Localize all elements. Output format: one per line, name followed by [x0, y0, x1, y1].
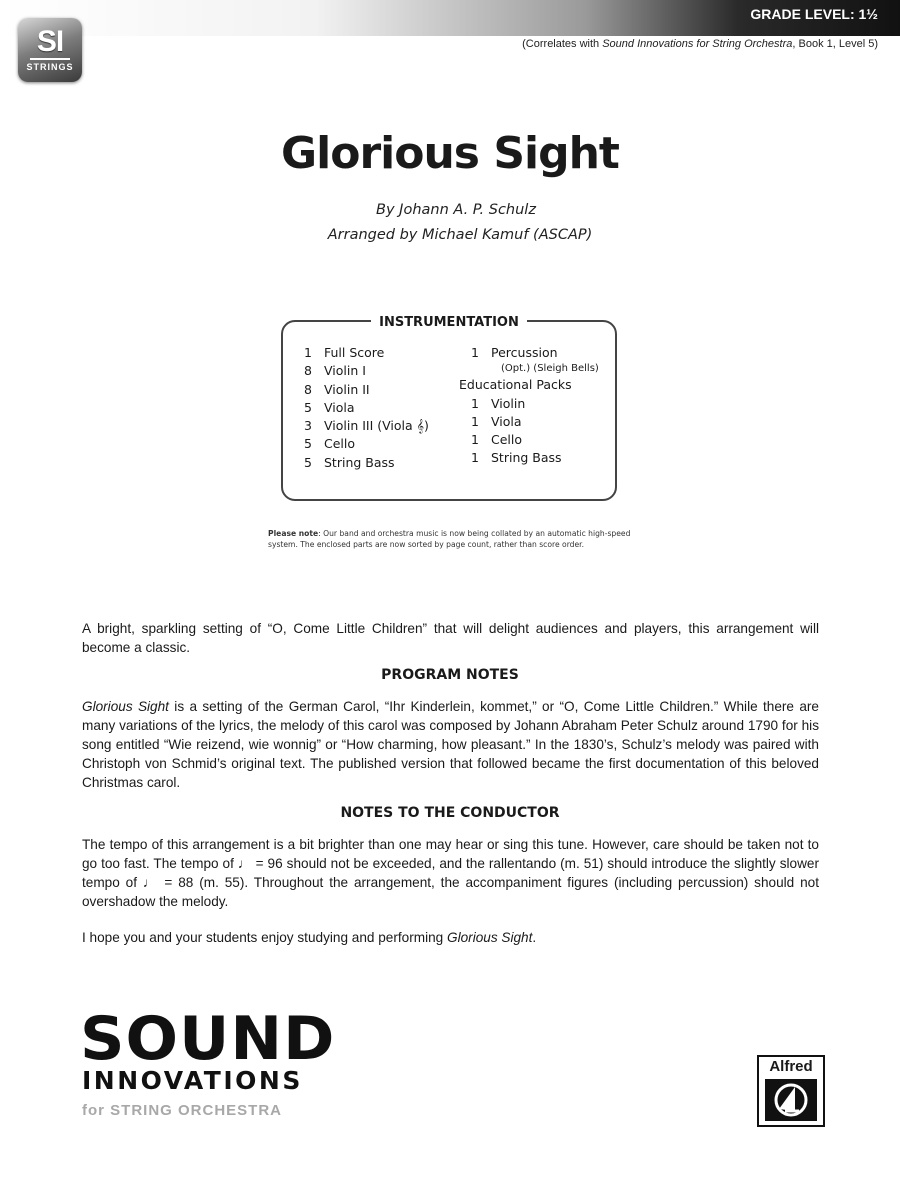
- instrument-row: 5 Viola: [304, 399, 355, 415]
- for-string-orchestra-tagline: for STRING ORCHESTRA: [82, 1102, 282, 1119]
- correlates-note: (Correlates with Sound Innovations for String Orchestra, Book 1, Level 5): [522, 38, 878, 50]
- innovations-wordmark: INNOVATIONS: [82, 1066, 303, 1095]
- alfred-publisher-logo: [757, 1055, 825, 1127]
- logo-text: SI: [36, 25, 64, 58]
- conductor-notes-heading: NOTES TO THE CONDUCTOR: [340, 805, 560, 821]
- pack-row: 1 Violin: [471, 395, 526, 411]
- instrumentation-box: [281, 315, 617, 501]
- please-note: Please note: Our band and orchestra music is now being collated by an automatic high-speed system. The enclosed parts are now sorted by page count, rather than score order.: [268, 529, 631, 549]
- educational-packs-heading: Educational Packs: [459, 377, 572, 393]
- instrument-row: 8 Violin I: [304, 363, 366, 379]
- program-notes-paragraph: Glorious Sight is a setting of the German Carol, “Ihr Kinderlein, kommet,” or “O, Come Little Children.” While there are many variations of the lyrics, the melody of this carol was composed by Johann Abraham Peter Schulz around 1790 for his song entitled “Wie reizend, wie wonnig” or “How charming, how pleasant.” In the 1830’s, Schulz’s melody was paired with Christoph von Schmid’s original text. The published version that followed became the first documentation of this beloved Christmas carol.: [82, 699, 819, 790]
- logo-rule: [30, 58, 70, 60]
- closing-paragraph: I hope you and your students enjoy studying and performing Glorious Sight.: [82, 930, 537, 945]
- instrument-row: 1 Full Score: [304, 345, 385, 360]
- program-notes-heading: PROGRAM NOTES: [381, 667, 519, 683]
- pack-row: 1 Cello: [471, 432, 523, 448]
- instrument-row: 5 Cello: [304, 436, 356, 452]
- instrument-row: 8 Violin II: [304, 381, 370, 397]
- sound-innovations-logo: SOUND: [80, 1004, 336, 1074]
- page-title: Glorious Sight: [281, 128, 619, 179]
- si-strings-logo: [18, 18, 82, 82]
- instrument-row: 5 String Bass: [304, 454, 395, 470]
- logo-subtext: STRINGS: [26, 62, 74, 72]
- composer-credit: By Johann A. P. Schulz: [376, 202, 536, 218]
- grade-level: GRADE LEVEL: 1½: [750, 6, 878, 22]
- conductor-notes-paragraph: The tempo of this arrangement is a bit brighter than one may hear or sing this tune. However, care should be taken not to go too fast. The tempo of ♩ = 96 should not be exceeded, and the rallentando (m. 51) should introduce the slightly slower tempo of ♩ = 88 (m. 55). Throughout the arrangement, the accompaniment figures (including percussion) should not overshadow the melody.: [82, 837, 819, 909]
- instrumentation-right-column: [459, 344, 599, 468]
- publisher-name: Alfred: [769, 1058, 813, 1075]
- instrumentation-heading: INSTRUMENTATION: [283, 311, 615, 330]
- percussion-note: (Opt.) (Sleigh Bells): [501, 363, 599, 375]
- instrumentation-left-column: [304, 344, 429, 472]
- intro-paragraph: A bright, sparkling setting of “O, Come Little Children” that will delight audiences and players, this arrangement will become a classic.: [82, 621, 819, 655]
- instrument-row: 3 Violin III (Viola 𝄞): [304, 418, 429, 434]
- pack-row: 1 Viola: [471, 413, 522, 429]
- pack-row: 1 String Bass: [471, 450, 562, 466]
- arranger-credit: Arranged by Michael Kamuf (ASCAP): [327, 227, 593, 243]
- instrument-row: 1 Percussion: [471, 345, 558, 360]
- alfred-emblem-icon: [765, 1079, 817, 1121]
